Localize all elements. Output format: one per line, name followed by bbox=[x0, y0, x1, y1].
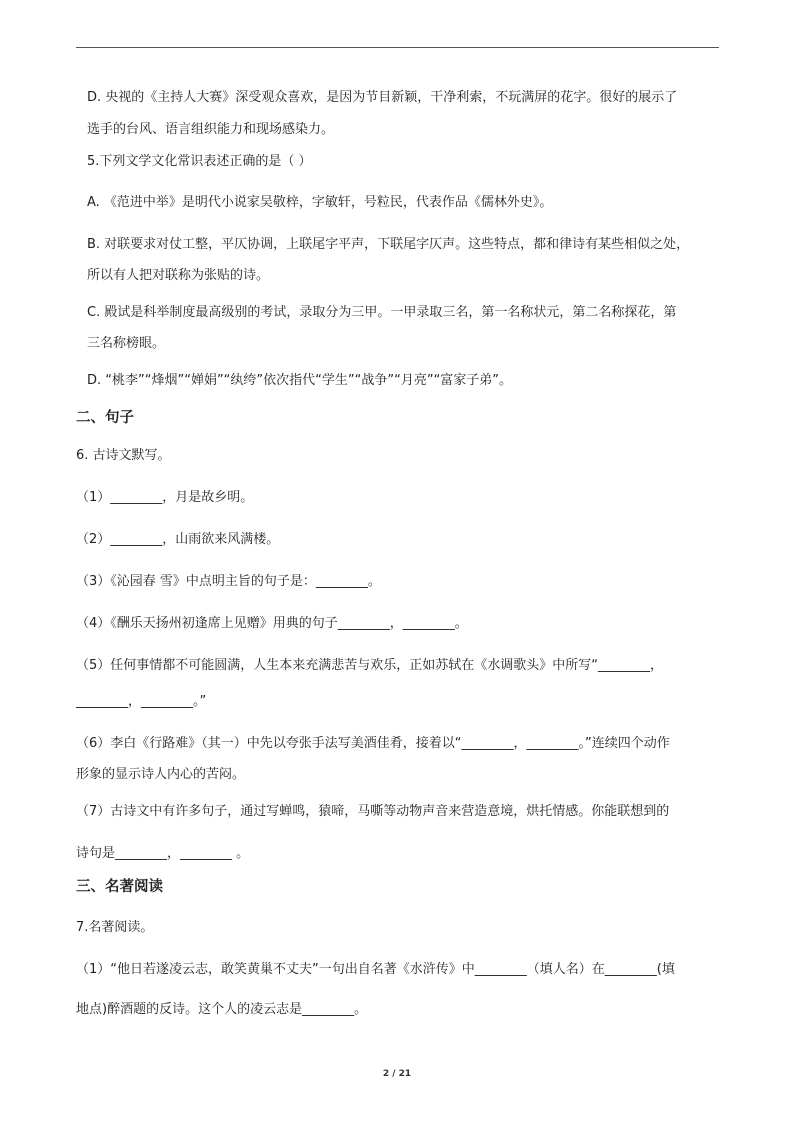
q5-option-b-line-2: 所以有人把对联称为张贴的诗。 bbox=[87, 268, 270, 283]
section-heading-sentences: 二、句子 bbox=[76, 410, 134, 426]
q7-item-1-line-1: （1）“他日若遂凌云志，敢笑黄巢不丈夫”一句出自名著《水浒传》中________（填人名）在________(填 bbox=[76, 962, 675, 977]
q6-item-5-line-1: （5）任何事情都不可能圆满，人生本来充满悲苦与欢乐，正如苏轼在《水调歌头》中所写“________， bbox=[76, 658, 664, 673]
q6-item-3: （3）《沁园春 雪》中点明主旨的句子是：________。 bbox=[76, 574, 381, 589]
question-5-stem: 5.下列文学文化常识表述正确的是（ ） bbox=[87, 154, 312, 169]
q6-item-4: （4）《酬乐天扬州初逢席上见赠》用典的句子________，________。 bbox=[76, 616, 468, 631]
q6-item-7-line-1: （7）古诗文中有许多句子，通过写蝉鸣，猿啼，马嘶等动物声音来营造意境，烘托情感。你能联想到的 bbox=[76, 804, 670, 819]
option-d-line-1: D. 央视的《主持人大赛》深受观众喜欢，是因为节目新颖，干净利索，不玩满屏的花字。很好的展示了 bbox=[87, 90, 678, 105]
q6-item-1: （1）________，月是故乡明。 bbox=[76, 490, 254, 505]
q5-option-a: A. 《范进中举》是明代小说家吴敬梓，字敏轩，号粒民，代表作品《儒林外史》。 bbox=[87, 195, 553, 210]
option-d-line-2: 选手的台风、语言组织能力和现场感染力。 bbox=[87, 122, 335, 137]
q6-item-5-line-2: ________，________。” bbox=[76, 694, 207, 709]
q5-option-c-line-2: 三名称榜眼。 bbox=[87, 336, 166, 351]
page-number: 2 / 21 bbox=[382, 1069, 412, 1079]
q6-item-7-line-2: 诗句是________，________ 。 bbox=[76, 846, 250, 861]
q6-item-6-line-1: （6）李白《行路难》（其一）中先以夸张手法写美酒佳肴，接着以“________，________。”连续四个动作 bbox=[76, 736, 670, 751]
q5-option-c-line-1: C. 殿试是科举制度最高级别的考试，录取分为三甲。一甲录取三名，第一名称状元，第二名称探花，第 bbox=[87, 305, 677, 320]
q6-item-6-line-2: 形象的显示诗人内心的苦闷。 bbox=[76, 767, 246, 782]
section-heading-classics: 三、名著阅读 bbox=[76, 879, 163, 895]
q7-item-1-line-2: 地点)醉酒题的反诗。这个人的凌云志是________。 bbox=[76, 1002, 368, 1017]
question-7-stem: 7.名著阅读。 bbox=[76, 920, 154, 935]
question-6-stem: 6. 古诗文默写。 bbox=[76, 448, 171, 463]
q5-option-b-line-1: B. 对联要求对仗工整，平仄协调，上联尾字平声，下联尾字仄声。这些特点，都和律诗有某些相似之处， bbox=[87, 237, 690, 252]
q5-option-d: D. “桃李”“烽烟”“婵娟”“纨绔”依次指代“学生”“战争”“月亮”“富家子弟”。 bbox=[87, 373, 513, 388]
q6-item-2: （2）________，山雨欲来风满楼。 bbox=[76, 532, 280, 547]
header-rule bbox=[76, 47, 719, 48]
